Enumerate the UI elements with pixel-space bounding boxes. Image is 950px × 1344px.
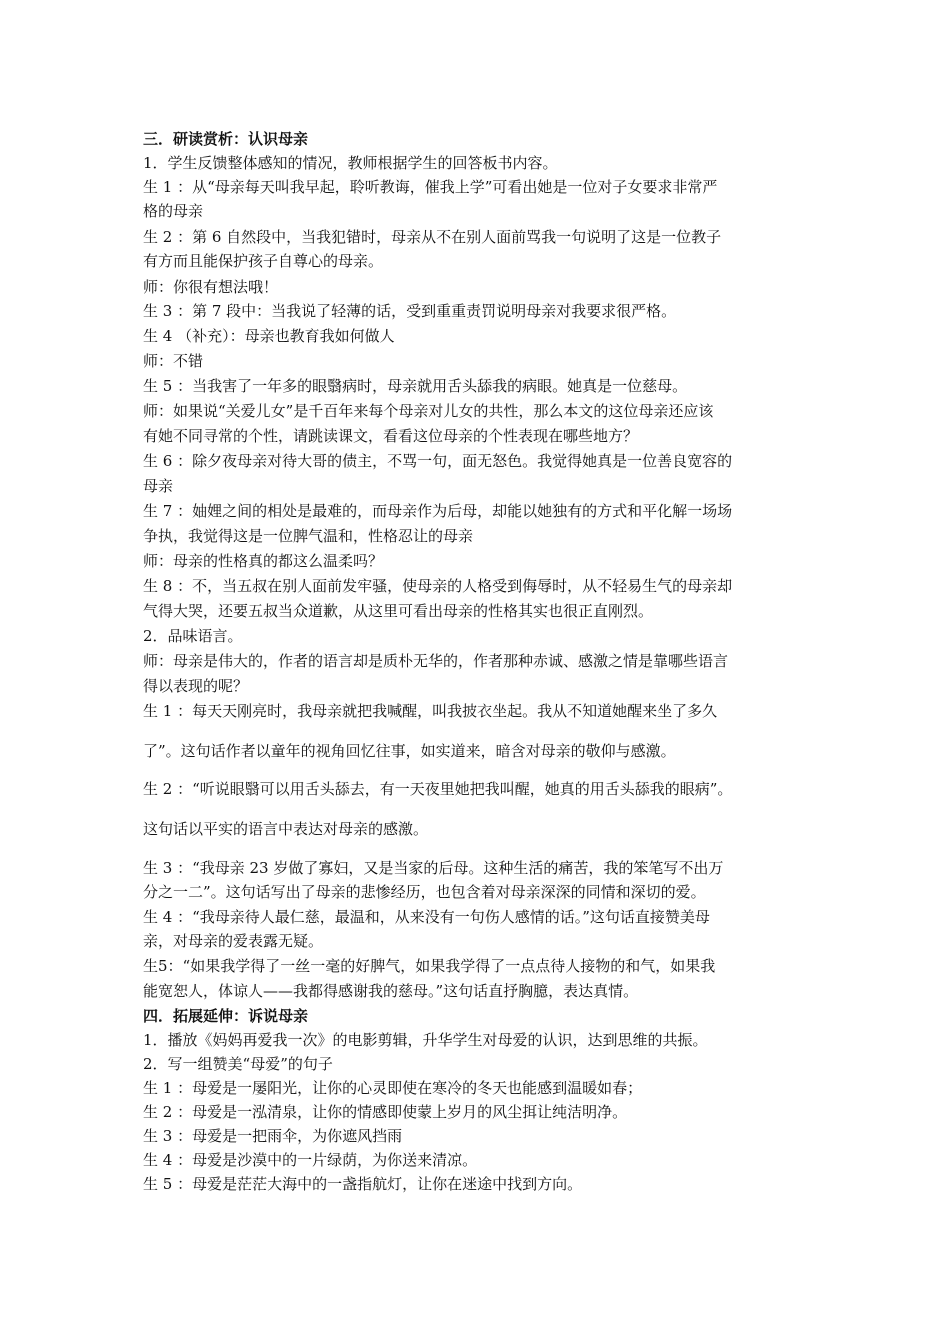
text-line: 能宽恕人，体谅人——我都得感谢我的慈母。”这句话直抒胸臆，表达真情。 <box>143 982 639 1000</box>
text-line: 了”。这句话作者以童年的视角回忆往事，如实道来，暗含对母亲的敬仰与感激。 <box>143 742 676 760</box>
text-line: 有她不同寻常的个性，请跳读课文，看看这位母亲的个性表现在哪些地方？ <box>143 427 639 445</box>
text-line: 得以表现的呢？ <box>143 677 249 695</box>
text-line: 有方而且能保护孩子自尊心的母亲。 <box>143 252 384 270</box>
text-line: 生 4 ：母爱是沙漠中的一片绿荫，为你送来清凉。 <box>143 1151 478 1169</box>
text-line: 2．写一组赞美“母爱”的句子 <box>143 1055 333 1073</box>
text-line: 生 8 ：不，当五叔在别人面前发牢骚，使母亲的人格受到侮辱时，从不轻易生气的母亲却 <box>143 577 733 595</box>
text-line: 生 2 ：母爱是一泓清泉，让你的情感即使蒙上岁月的风尘挕让纯洁明净。 <box>143 1103 628 1121</box>
text-line: 师：不错 <box>143 352 204 370</box>
text-line: 格的母亲 <box>143 202 204 220</box>
text-line: 师：母亲是伟大的，作者的语言却是质朴无华的，作者那种赤诚、感激之情是靠哪些语言 <box>143 652 729 670</box>
text-line: 亲，对母亲的爱表露无疑。 <box>143 932 324 950</box>
text-line: 师：母亲的性格真的都这么温柔吗？ <box>143 552 384 570</box>
text-line: 1．播放《妈妈再爱我一次》的电影剪辑，升华学生对母爱的认识，达到思维的共振。 <box>143 1031 708 1049</box>
text-line: 生 6 ：除夕夜母亲对待大哥的债主，不骂一句，面无怒色。我觉得她真是一位善良宽容的 <box>143 452 733 470</box>
text-line: 生 1 ：母爱是一屡阳光，让你的心灵即使在寒冷的冬天也能感到温暖如春； <box>143 1079 643 1097</box>
text-line: 1．学生反馈整体感知的情况，教师根据学生的回答板书内容。 <box>143 154 558 172</box>
text-line: 生 1 ：每天天刚亮时，我母亲就把我喊醒，叫我披衣坐起。我从不知道她醒来坐了多久 <box>143 702 718 720</box>
text-line: 生 7 ：妯娌之间的相处是最难的，而母亲作为后母，却能以她独有的方式和平化解一场场 <box>143 502 733 520</box>
text-line: 师：如果说“关爱儿女”是千百年来每个母亲对儿女的共性，那么本文的这位母亲还应该 <box>143 402 714 420</box>
text-line: 2．品味语言。 <box>143 627 243 645</box>
section-heading: 三．研读赏析：认识母亲 <box>143 130 309 148</box>
text-line: 师：你很有想法哦！ <box>143 278 279 296</box>
section-heading: 四．拓展延伸：诉说母亲 <box>143 1007 309 1025</box>
text-line: 生 4 （补充）：母亲也教育我如何做人 <box>143 327 395 345</box>
text-line: 生 5 ：当我害了一年多的眼翳病时，母亲就用舌头舔我的病眼。她真是一位慈母。 <box>143 377 688 395</box>
text-line: 生 5 ：母爱是茫茫大海中的一盏指航灯，让你在迷途中找到方向。 <box>143 1175 583 1193</box>
text-line: 生 3 ：母爱是一把雨伞，为你遮风挡雨 <box>143 1127 403 1145</box>
text-line: 生 1 ：从“母亲每天叫我早起，聆听教诲，催我上学”可看出她是一位对子女要求非常严 <box>143 178 718 196</box>
text-line: 生 4 ：“我母亲待人最仁慈，最温和，从来没有一句伤人感情的话。”这句话直接赞美母 <box>143 908 710 926</box>
text-line: 生 3 ：第 7 段中：当我说了轻薄的话，受到重重责罚说明母亲对我要求很严格。 <box>143 302 677 320</box>
text-line: 这句话以平实的语言中表达对母亲的感激。 <box>143 820 429 838</box>
text-line: 分之一二”。这句话写出了母亲的悲惨经历，也包含着对母亲深深的同情和深切的爱。 <box>143 883 706 901</box>
text-line: 争执，我觉得这是一位脾气温和，性格忍让的母亲 <box>143 527 474 545</box>
text-line: 生 2 ：第 6 自然段中，当我犯错时，母亲从不在别人面前骂我一句说明了这是一位教子 <box>143 228 722 246</box>
text-line: 生 2 ：“听说眼翳可以用舌头舔去，有一天夜里她把我叫醒，她真的用舌头舔我的眼病”。 <box>143 780 733 798</box>
text-line: 生 3 ：“我母亲 23 岁做了寡妇，又是当家的后母。这种生活的痛苦，我的笨笔写不出万 <box>143 859 724 877</box>
text-line: 母亲 <box>143 477 174 495</box>
text-line: 生5：“如果我学得了一丝一毫的好脾气，如果我学得了一点点待人接物的和气，如果我 <box>143 957 716 975</box>
text-line: 气得大哭，还要五叔当众道歉，从这里可看出母亲的性格其实也很正直刚烈。 <box>143 602 654 620</box>
